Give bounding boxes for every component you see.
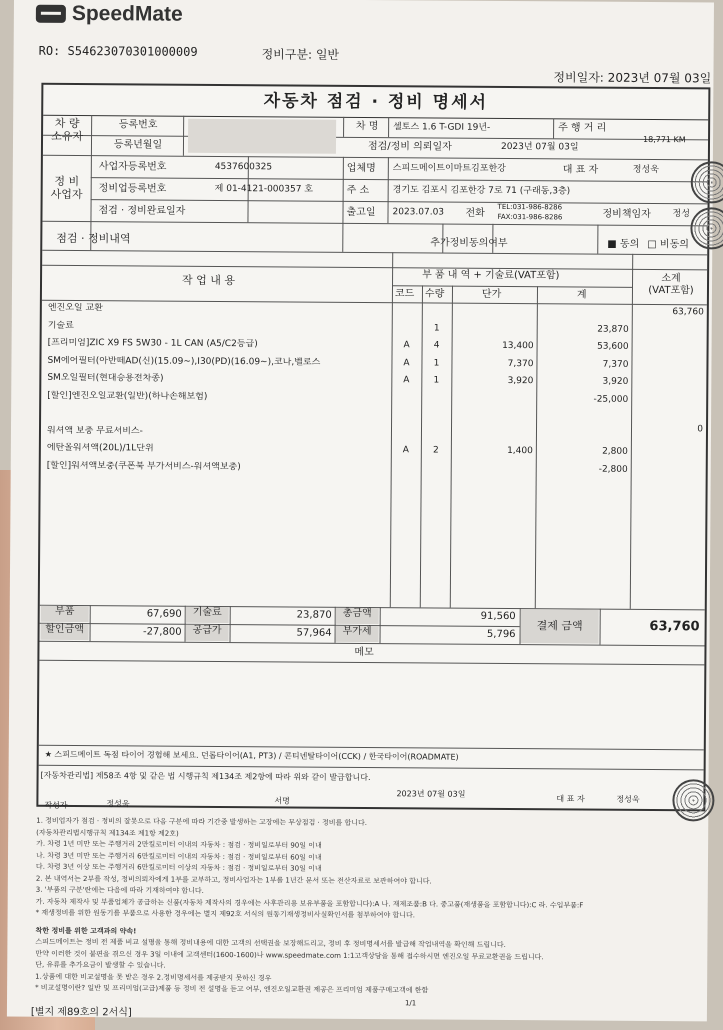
pay-label: 결제 금액 <box>521 609 599 644</box>
details-label: 점검 · 정비내역 <box>56 232 130 246</box>
item-total <box>538 411 628 412</box>
discount-label: 할인금액 <box>41 624 89 640</box>
vat-amount: 5,796 <box>382 628 516 641</box>
invoice-form <box>36 83 710 812</box>
model: 셀토스 1.6 T-GDI 19년- <box>393 122 490 133</box>
labor-label: 기술료 <box>186 607 229 623</box>
item-qty: 2 <box>423 445 449 456</box>
note-line: 나. 차령 3년 미만 또는 주행거리 6만킬로미터 이내의 자동차 : 점검 · 정비일로부터 60일 이내 <box>36 851 322 861</box>
item-total: 53,600 <box>539 341 629 352</box>
item-desc: 워셔액 보충 무료서비스- <box>47 425 387 438</box>
item-total: -2,800 <box>538 464 628 475</box>
labor-amount: 23,870 <box>232 609 332 622</box>
item-total: 7,370 <box>538 359 628 370</box>
service-date: 정비일자: 2023년 07월 03일 <box>553 68 711 86</box>
shop-seal-stamp-1 <box>691 161 723 203</box>
request-date-label: 점검/정비 의뢰일자 <box>368 141 452 154</box>
fax: FAX:031-986-8286 <box>497 213 562 222</box>
note-line: 2. 본 내역서는 2부를 작성, 정비의뢰자에게 1부를 교부하고, 정비사업자는 1부를 1년간 문서 또는 전산자료로 보관하여야 합니다. <box>36 874 432 885</box>
rep-name: 정성욱 <box>633 165 659 176</box>
item-unit <box>453 393 533 394</box>
tire-notice: ★ 스피드메이트 독점 타이어 경험해 보세요. 던롭타이어(A1, PT3) / 콘티넨탈타이어(CCK) / 한국타이어(ROADMATE) <box>45 750 459 762</box>
note-line: * 재생정비를 위한 원동기를 부품으로 사용한 경우에는 별지 제92호 서식의 원동기재생정비사실확인서를 첨부하여야 합니다. <box>36 909 415 920</box>
ro-number: RO: S54623070301000009 <box>39 44 198 59</box>
biz-no-label: 사업자등록번호 <box>99 161 167 173</box>
item-total: 2,800 <box>538 446 628 457</box>
item-total: -25,000 <box>538 394 628 405</box>
shop-name: 스피드메이트이마트김포한강 <box>393 163 506 175</box>
speedmate-logo-icon <box>36 5 66 23</box>
item-desc: [프리미엄]ZIC X9 FS 5W30 - 1L CAN (A5/C2등급) <box>48 338 388 351</box>
item-code: A <box>393 358 419 369</box>
brand-logo <box>36 2 183 27</box>
phone-label: 전화 <box>465 208 484 220</box>
item-unit <box>453 428 533 429</box>
col-parts-group: 부 품 내 역 + 기술료(VAT포함) <box>422 269 559 282</box>
writer-label: 작성자 <box>44 801 67 811</box>
reg-no-redacted <box>188 119 336 154</box>
release-date: 2023.07.03 <box>392 207 444 218</box>
item-total: 3,920 <box>538 376 628 387</box>
item-code: A <box>393 375 419 386</box>
shop-no: 제 01-4121-000357 호 <box>215 184 313 195</box>
tel: TEL:031-986-8286 <box>498 203 563 212</box>
item-unit <box>454 323 534 324</box>
shop-seal-stamp-2 <box>690 207 723 249</box>
col-work: 작 업 내 용 <box>182 274 235 288</box>
service-type: 정비구분: 일반 <box>262 45 340 63</box>
note-line: 3. '부품의 구분'란에는 다음에 따라 기재하여야 합니다. <box>36 886 204 895</box>
shop-label: 정 비 사업자 <box>45 175 89 202</box>
item-desc <box>47 408 387 410</box>
note-line: 단, 유류를 추가요금이 발생할 수 있습니다. <box>35 961 166 970</box>
col-total: 계 <box>577 289 587 301</box>
item-code: A <box>394 340 420 351</box>
issue-date: 2023년 07월 03일 <box>396 789 465 799</box>
page-number: 1/1 <box>405 999 416 1007</box>
col-code: 코드 <box>395 288 414 300</box>
item-unit: 3,920 <box>453 376 533 387</box>
model-label: 차 명 <box>347 121 387 133</box>
item-desc: SM에어필터(아반떼AD(신)(15.09~),I30(PD)(16.09~),코나,벨로스 <box>47 355 387 368</box>
item-desc: [할인]엔진오일교환(일반)(하나손해보험) <box>47 390 387 403</box>
col-qty: 수량 <box>425 288 444 300</box>
supply-amount: 57,964 <box>232 627 332 640</box>
biz-no: 4537600325 <box>215 162 272 173</box>
supply-label: 공급가 <box>186 625 229 641</box>
item-code: A <box>393 445 419 456</box>
item-unit: 13,400 <box>454 341 534 352</box>
law-notice: [자동차관리법] 제58조 4항 및 같은 법 시행규칙 제134조 제2항에 따라 위와 같이 발급합니다. <box>41 771 371 783</box>
pay-amount: 63,760 <box>605 619 700 635</box>
consent-disagree: □ 비동의 <box>647 239 689 251</box>
note-line: * 비교설명이란? 일반 및 프리미엄(고급)제품 등 정비 전 설명을 듣고 여부, 엔진오일교환권 제공은 프리미엄 제품구매고객에 한함 <box>35 984 428 995</box>
rep-label: 대 표 자 <box>563 164 598 176</box>
seal-label: 서명 <box>274 796 290 806</box>
parts-label: 부품 <box>41 606 89 622</box>
note-line: 1.상품에 대한 비교설명을 못 받은 경우 2.정비명세서를 제공받지 못하신 경우 <box>35 972 271 982</box>
item-qty: 4 <box>424 340 450 351</box>
manager: 정성 <box>672 209 689 220</box>
item-qty: 1 <box>424 323 450 334</box>
col-subtotal: 소계 (VAT포함) <box>637 273 705 297</box>
item-unit <box>453 463 533 464</box>
parts-amount: 67,690 <box>92 608 182 621</box>
owner-label: 차 량 소유자 <box>45 117 89 144</box>
rep-footer: 정성욱 <box>616 795 639 805</box>
col-unit: 단가 <box>482 289 501 301</box>
complete-label: 점검 · 정비완료일자 <box>98 205 185 218</box>
note-line: 가. 차령 1년 미만 또는 주행거리 2만킬로미터 이내의 자동차 : 점검 · 정비일로부터 90일 이내 <box>36 840 322 850</box>
shop-no-label: 정비업등록번호 <box>99 183 167 195</box>
document-title: 자동차 점검 · 정비 명세서 <box>43 85 708 121</box>
request-date: 2023년 07월 03일 <box>501 142 579 153</box>
note-line: (자동차관리법시행규칙 제134조 제1항 제2호) <box>36 828 179 837</box>
addr: 경기도 김포시 김포한강 7로 71 (구래동,3층) <box>393 185 571 197</box>
item-unit: 7,370 <box>453 358 533 369</box>
item-total: 23,870 <box>539 324 629 335</box>
shop-name-label: 업체명 <box>347 163 376 175</box>
item-desc: SM오일필터(현대승용전차종) <box>47 373 387 386</box>
item-desc: 에탄올워셔액(20L)/1L단위 <box>47 443 387 456</box>
discount-amount: -27,800 <box>92 626 182 639</box>
writer: 정성욱 <box>106 799 129 809</box>
note-line: 가. 자동차 제작사 및 부품업체가 공급하는 신품(자동차 제작사의 경우에는 사후관리용 보유부품을 포함합니다):A 나. 재제조품:B 다. 중고품(재생품을 포함합니다):C 라. 수입부품:F <box>36 897 584 909</box>
item-desc: 기술료 <box>48 320 388 333</box>
note-line: 다. 차령 3년 이상 또는 주행거리 6만킬로미터 이상의 자동차 : 점검 · 정비일로부터 30일 이내 <box>36 863 322 873</box>
consent-agree: ■ 동의 <box>607 239 639 251</box>
item-desc: [할인]워셔액보충(쿠폰북 부가서비스-워셔액보충) <box>47 460 387 473</box>
note-line: 착한 정비를 위한 고객과의 약속! <box>35 926 136 935</box>
item-qty: 1 <box>423 358 449 369</box>
reg-date-label: 등록년월일 <box>95 139 181 152</box>
item-total <box>538 429 628 430</box>
item-unit <box>453 411 533 412</box>
note-line: 스피드메이트는 정비 전 제품 비교 설명을 통해 정비내용에 대한 고객의 선택권을 보장해드리고, 정비 후 정비명세서를 발급해 작업내역을 확인해 드립니다. <box>35 938 506 949</box>
consent-label: 추가정비동의여부 <box>430 237 507 250</box>
manager-label: 정비책임자 <box>602 209 650 221</box>
reg-no-label: 등록번호 <box>95 119 181 132</box>
note-line: 1. 정비업자가 점검 · 정비의 잘못으로 다음 구분에 따라 기간중 발생하는 고장에는 무상점검 · 정비를 합니다. <box>36 817 367 827</box>
item-desc: 엔진오일 교환 <box>48 303 388 316</box>
mileage-label: 주 행 거 리 <box>558 122 606 134</box>
item-unit: 1,400 <box>453 446 533 457</box>
mileage: 18,771 KM <box>643 135 686 145</box>
item-sub: 63,760 <box>634 307 704 318</box>
invoice-paper <box>7 0 714 1021</box>
rep-label-footer: 대 표 자 <box>556 794 584 804</box>
release-label: 출고일 <box>346 207 375 219</box>
gross-amount: 91,560 <box>382 610 516 623</box>
item-qty: 1 <box>423 375 449 386</box>
vat-label: 부가세 <box>336 626 379 642</box>
item-sub: 0 <box>633 423 703 434</box>
gross-label: 총금액 <box>336 608 379 624</box>
item-unit <box>454 306 534 307</box>
footer-seal-stamp <box>672 779 714 821</box>
form-number: [별지 제89호의 2서식] <box>31 1007 132 1020</box>
item-total <box>539 306 629 307</box>
note-line: 만약 이러한 것이 불편을 겪으신 경우 3일 이내에 고객센터(1600-1600)나 www.speedmate.com 1:1고객상담을 통해 접수하시면 엔진오일 무료교환권을 드립니다. <box>35 949 543 961</box>
brand-name: SpeedMate <box>72 2 183 27</box>
addr-label: 주 소 <box>347 185 370 197</box>
memo-label: 메모 <box>354 647 373 659</box>
